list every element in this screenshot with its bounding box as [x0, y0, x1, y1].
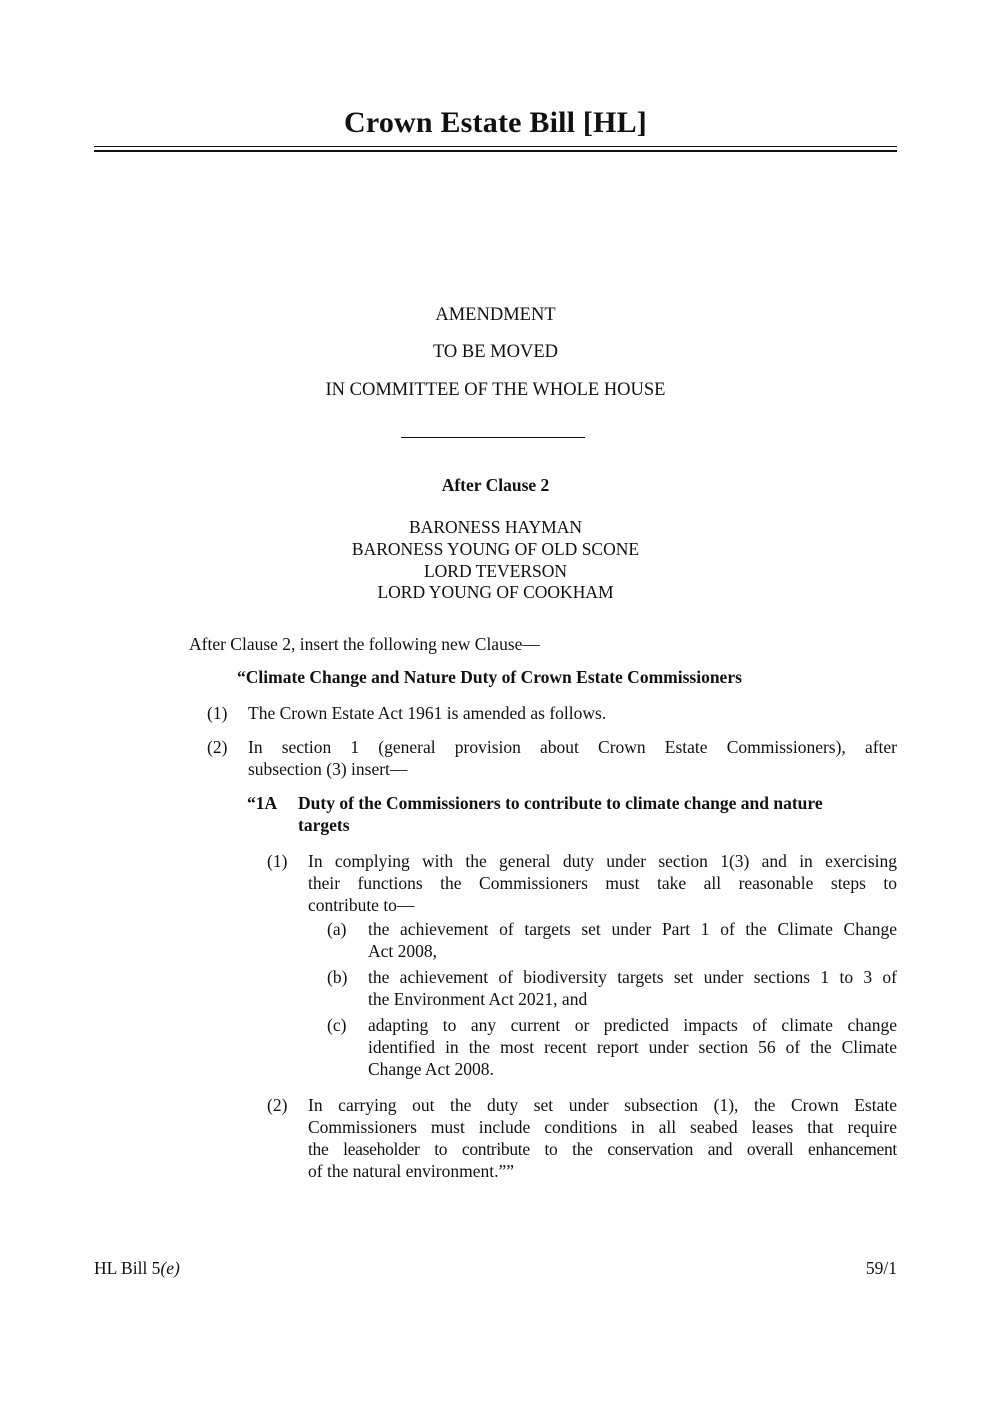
- paragraph-number: (b): [327, 967, 348, 987]
- paragraph-text: Change Act 2008.: [368, 1059, 494, 1079]
- inserted-section-title: Duty of the Commissioners to contribute to climate change and nature: [298, 793, 823, 813]
- heading-committee: IN COMMITTEE OF THE WHOLE HOUSE: [325, 380, 666, 400]
- paragraph-text: identified in the most recent report under section 56 of the Climate: [368, 1037, 897, 1057]
- subsection-text: In carrying out the duty set under subsection (1), the Crown Estate: [308, 1095, 897, 1115]
- sponsor-name: BARONESS HAYMAN: [409, 517, 582, 537]
- paragraph-text: the Environment Act 2021, and: [368, 989, 588, 1009]
- heading-to-be-moved: TO BE MOVED: [432, 342, 559, 362]
- sponsor-list: [0, 517, 991, 604]
- sponsor-name: LORD TEVERSON: [423, 560, 568, 581]
- subsection-number: (2): [267, 1095, 288, 1115]
- amendment-intro: After Clause 2, insert the following new Clause—: [189, 634, 540, 654]
- paragraph-text: Act 2008,: [368, 941, 438, 961]
- section-divider: [401, 437, 585, 438]
- subsection-text: their functions the Commissioners must take all reasonable steps to: [308, 873, 897, 893]
- bill-reference: [94, 1258, 180, 1279]
- subsection-text: Commissioners must include conditions in all seabed leases that require: [308, 1117, 897, 1137]
- paragraph-number: (c): [327, 1015, 347, 1035]
- subsection-text: In section 1 (general provision about Crown Estate Commissioners), after: [248, 737, 897, 757]
- amendment-position: After Clause 2: [441, 475, 550, 495]
- page-reference: 59/1: [865, 1258, 897, 1278]
- paragraph-text: the achievement of biodiversity targets set under sections 1 to 3 of: [368, 967, 897, 987]
- title-rule-thin: [94, 146, 897, 147]
- subsection-text: subsection (3) insert—: [248, 759, 408, 779]
- inserted-section-title: targets: [298, 815, 350, 835]
- subsection-number: (1): [267, 851, 288, 871]
- paragraph-number: (a): [327, 919, 347, 939]
- new-clause-title: “Climate Change and Nature Duty of Crown Estate Commissioners: [237, 667, 742, 687]
- subsection-number: (2): [207, 737, 228, 757]
- heading-amendment: AMENDMENT: [435, 305, 556, 325]
- subsection-text: of the natural environment.””: [308, 1161, 515, 1181]
- inserted-section-number: “1A: [247, 793, 278, 813]
- subsection-text: the leaseholder to contribute to the conservation and overall enhancement: [308, 1139, 897, 1159]
- document-title: Crown Estate Bill [HL]: [343, 106, 647, 139]
- subsection-text: In complying with the general duty under section 1(3) and in exercising: [308, 851, 897, 871]
- sponsor-name: BARONESS YOUNG OF OLD SCONE: [351, 538, 640, 559]
- title-rule-thick: [94, 150, 897, 152]
- subsection-number: (1): [207, 703, 228, 723]
- subsection-text: contribute to—: [308, 895, 415, 915]
- bill-reference-suffix: (e): [160, 1258, 180, 1278]
- subsection-text: The Crown Estate Act 1961 is amended as follows.: [248, 703, 607, 723]
- paragraph-text: adapting to any current or predicted impacts of climate change: [368, 1015, 897, 1035]
- paragraph-text: the achievement of targets set under Part 1 of the Climate Change: [368, 919, 897, 939]
- sponsor-name: LORD YOUNG OF COOKHAM: [377, 582, 614, 603]
- bill-reference-number: HL Bill 5: [94, 1258, 161, 1278]
